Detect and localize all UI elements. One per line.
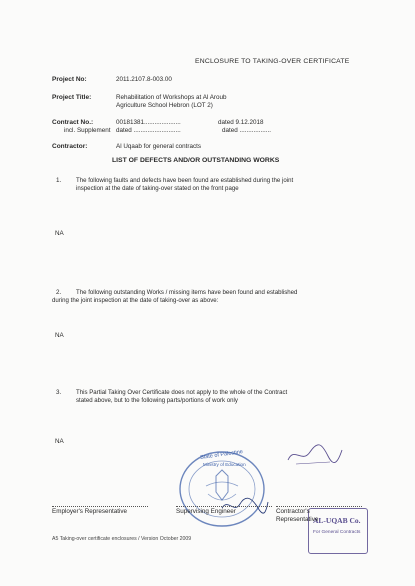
- supervising-signature-line: [176, 506, 272, 507]
- employer-signature-line: [52, 506, 148, 507]
- project-title-label: Project Title:: [52, 94, 92, 101]
- employer-representative-label: Employer's Representative: [52, 508, 128, 515]
- supplement-label: incl. Supplement: [64, 127, 111, 134]
- contract-dated: dated 9.12.2018: [218, 119, 264, 126]
- section-2-na: NA: [55, 332, 64, 339]
- contractor-label: Contractor:: [52, 143, 88, 150]
- footer-note: A5 Taking-over certificate enclosures / Version October 2009: [52, 536, 192, 542]
- seal-text-mid: Ministry of Education: [203, 462, 246, 467]
- section-1-line2: inspection at the date of taking-over stated on the front page: [76, 185, 239, 192]
- enclosure-title: ENCLOSURE TO TAKING-OVER CERTIFICATE: [195, 58, 350, 65]
- government-seal: [176, 448, 268, 530]
- supplement-dated2: dated ..................: [222, 127, 271, 134]
- project-title-line2: Agriculture School Hebron (LOT 2): [116, 102, 213, 109]
- company-stamp-line1: AL-UQAB Co.: [313, 516, 361, 525]
- contractor-signature-line: [276, 506, 362, 507]
- seal-text-top: State of Palestine: [199, 449, 244, 461]
- section-1-na: NA: [55, 230, 64, 237]
- section-3-line1: This Partial Taking Over Certificate does not apply to the whole of the Contract: [76, 389, 288, 396]
- supplement-dated: dated ...........................: [116, 127, 181, 134]
- section-1-line1: The following faults and defects have been found are established during the joint: [76, 177, 294, 184]
- company-stamp-line2: For General Contracts: [313, 530, 361, 535]
- contract-no-label: Contract No.:: [52, 119, 94, 126]
- contractor-signature: [284, 440, 344, 470]
- section-1-number: 1.: [56, 177, 62, 184]
- section-2-line1: The following outstanding Works / missing items have been found and established: [76, 289, 298, 296]
- contractor-label-line2: Representative: [276, 516, 319, 523]
- section-3-number: 3.: [56, 389, 62, 396]
- section-2-number: 2.: [56, 289, 62, 296]
- list-title: LIST OF DEFECTS AND/OR OUTSTANDING WORKS: [112, 157, 280, 164]
- contract-no-value: 00181381.....................: [116, 119, 181, 126]
- project-no-value: 2011.2107.8-003.00: [116, 76, 172, 83]
- project-no-label: Project No:: [52, 76, 87, 83]
- section-3-line2: stated above, but to the following parts/portions of work only: [76, 397, 238, 404]
- project-title-line1: Rehabilitation of Workshops at Al Aroub: [116, 94, 227, 101]
- contractor-value: Al Uqaab for general contracts: [116, 143, 202, 150]
- contractor-label-line1: Contractor's: [276, 508, 310, 515]
- section-2-line2: during the joint inspection at the date of taking-over as above:: [52, 297, 219, 304]
- section-3-na: NA: [55, 438, 64, 445]
- supervising-engineer-label: Supervising Engineer: [176, 508, 236, 515]
